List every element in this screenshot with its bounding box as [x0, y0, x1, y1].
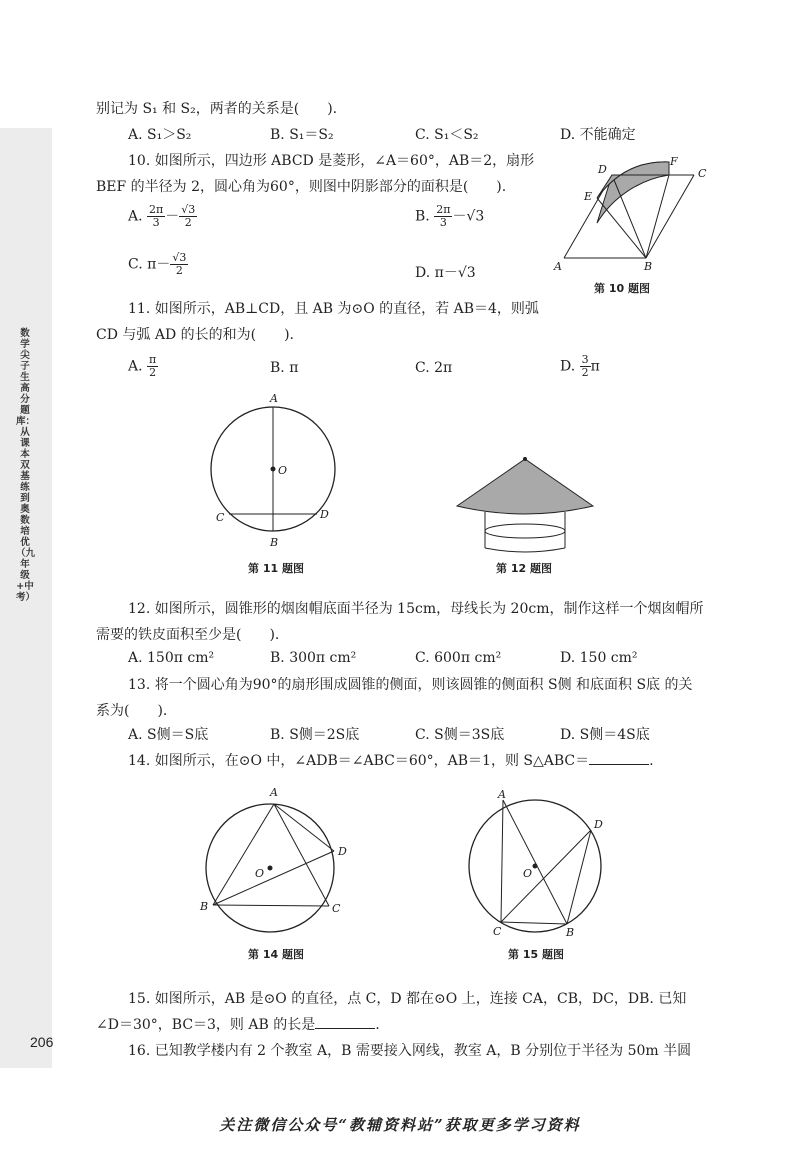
- q9-option-b: B. S₁＝S₂: [270, 127, 334, 143]
- q12-option-c: C. 600π cm²: [415, 650, 502, 666]
- side-tab: [0, 128, 52, 1068]
- q14-figure: [195, 782, 365, 932]
- q10-option-b: B. $\frac{2\pi}{3}$ －√3: [415, 203, 485, 229]
- q14-label-c: C: [332, 902, 341, 915]
- q13-option-b: B. S侧＝2S底: [270, 727, 360, 743]
- q13-line1: 13. 将一个圆心角为90°的扇形围成圆锥的侧面，则该圆锥的侧面积 S侧 和底面积 S底 的关: [128, 677, 693, 693]
- q15-line2: ∠D＝30°，BC＝3，则 AB 的长是 .: [96, 1017, 380, 1033]
- q11-option-c: C. 2π: [415, 360, 453, 376]
- book-title-vertical: 数学尖子生高分题库：从课本双基练到奥数培优（九年级+中考）: [16, 328, 36, 603]
- q11-line1: 11. 如图所示，AB⊥CD，且 AB 为⊙O 的直径，若 AB＝4，则弧: [128, 301, 539, 317]
- q10-label-b: B: [644, 260, 653, 273]
- q11-label-d: D: [320, 508, 329, 521]
- q15-caption: 第 15 题图: [508, 948, 564, 961]
- q11-option-a: A. $\frac{\pi}{2}$: [128, 353, 157, 379]
- q14-caption: 第 14 题图: [248, 948, 304, 961]
- q14-label-d: D: [338, 845, 347, 858]
- q11-option-b: B. π: [270, 360, 299, 376]
- q10-label-f: F: [670, 155, 678, 168]
- q10-figure: [550, 152, 720, 272]
- q10-label-a: A: [554, 260, 562, 273]
- q15-label-o: O: [523, 867, 533, 880]
- q10-line1: 10. 如图所示，四边形 ABCD 是菱形，∠A＝60°，AB＝2，扇形: [128, 153, 535, 169]
- q12-option-d: D. 150 cm²: [560, 650, 638, 666]
- q10-label-d: D: [598, 163, 607, 176]
- q11-label-a: A: [270, 392, 278, 405]
- q10-label-c: C: [698, 167, 707, 180]
- q10-option-c: C. π－ $\frac{√3}{2}$: [128, 251, 187, 277]
- q9-option-c: C. S₁＜S₂: [415, 127, 479, 143]
- q10-line2: BEF 的半径为 2，圆心角为60°，则图中阴影部分的面积是( ).: [96, 179, 507, 195]
- q15-figure: [460, 790, 620, 945]
- q15-label-b: B: [566, 926, 575, 939]
- q11-label-c: C: [216, 511, 225, 524]
- q15-answer-blank[interactable]: [315, 1016, 375, 1029]
- q13-option-a: A. S侧＝S底: [128, 727, 209, 743]
- q15-label-a: A: [498, 788, 506, 801]
- q12-option-a: A. 150π cm²: [128, 650, 215, 666]
- footer-note: 关注微信公众号“教辅资料站”获取更多学习资料: [219, 1116, 581, 1134]
- q11-figure: [200, 390, 360, 550]
- q11-line2: CD 与弧 AD 的长的和为( ).: [96, 327, 294, 343]
- q10-caption: 第 10 题图: [594, 282, 650, 295]
- q10-option-d: D. π－√3: [415, 265, 476, 281]
- q10-option-a: A. $\frac{2\pi}{3}$ － $\frac{√3}{2}$: [128, 203, 196, 229]
- q9-stem: 别记为 S₁ 和 S₂，两者的关系是( ).: [96, 101, 338, 117]
- q13-option-d: D. S侧＝4S底: [560, 727, 650, 743]
- q15-label-c: C: [493, 925, 502, 938]
- q12-line1: 12. 如图所示，圆锥形的烟囱帽底面半径为 15cm，母线长为 20cm，制作这样一个烟囱帽所: [128, 601, 704, 617]
- q12-option-b: B. 300π cm²: [270, 650, 357, 666]
- q14-label-o: O: [255, 867, 265, 880]
- q11-option-d: D. $\frac{3}{2}$ π: [560, 353, 600, 379]
- q11-label-o: O: [278, 464, 288, 477]
- q14-line: 14. 如图所示，在⊙O 中，∠ADB＝∠ABC＝60°，AB＝1，则 S△ABC＝ .: [128, 753, 654, 769]
- q12-caption: 第 12 题图: [496, 562, 552, 575]
- q12-line2: 需要的铁皮面积至少是( ).: [96, 627, 280, 643]
- q13-option-c: C. S侧＝3S底: [415, 727, 505, 743]
- q14-answer-blank[interactable]: [589, 752, 649, 765]
- q9-option-a: A. S₁＞S₂: [128, 127, 192, 143]
- q14-label-b: B: [200, 900, 209, 913]
- q11-label-b: B: [270, 536, 279, 549]
- q9-option-d: D. 不能确定: [560, 127, 636, 143]
- q14-label-a: A: [270, 786, 278, 799]
- q11-caption: 第 11 题图: [248, 562, 304, 575]
- q10-label-e: E: [584, 190, 593, 203]
- q15-label-d: D: [594, 818, 603, 831]
- q12-figure: [450, 452, 610, 552]
- q16-line1: 16. 已知教学楼内有 2 个教室 A，B 需要接入网线，教室 A，B 分别位于半径为 50m 半圆: [128, 1043, 692, 1059]
- page-number: 206: [30, 1034, 54, 1050]
- q13-line2: 系为( ).: [96, 703, 168, 719]
- q15-line1: 15. 如图所示，AB 是⊙O 的直径，点 C，D 都在⊙O 上，连接 CA，CB，DC，DB. 已知: [128, 991, 687, 1007]
